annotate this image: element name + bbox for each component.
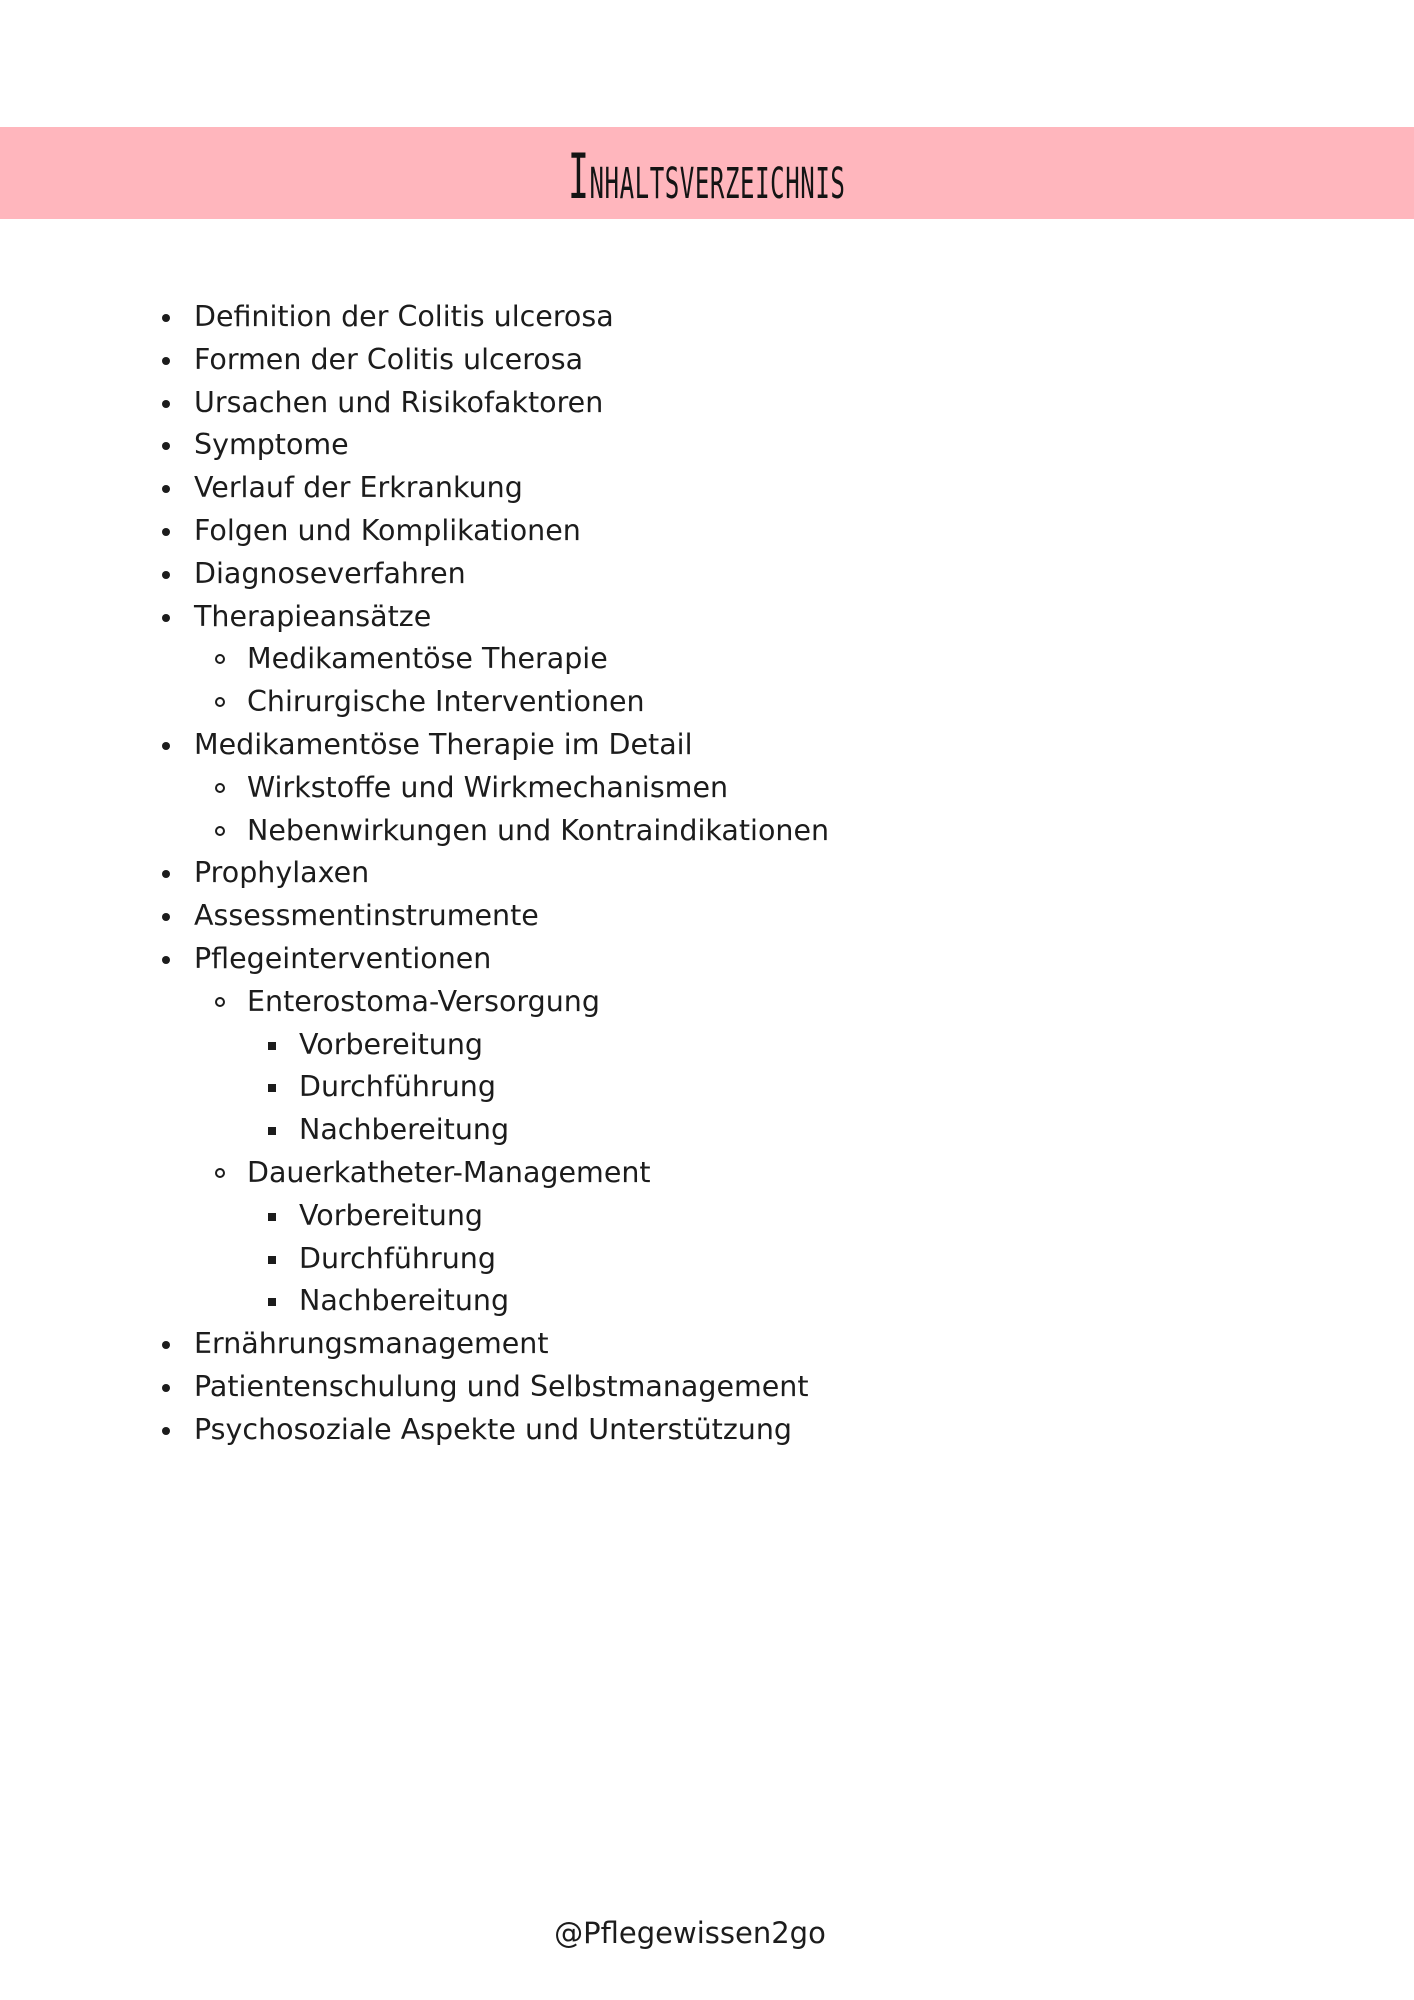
toc-subsubitem-label: Vorbereitung bbox=[299, 1027, 483, 1061]
toc-item bbox=[0, 938, 1000, 981]
toc-subitem bbox=[0, 981, 1000, 1024]
bullet-circle-icon bbox=[215, 783, 225, 793]
toc-item-label: Diagnoseverfahren bbox=[194, 556, 466, 590]
toc-subsubitem bbox=[0, 1066, 1000, 1109]
toc-subsubitem-label: Vorbereitung bbox=[299, 1198, 483, 1232]
toc-item bbox=[0, 296, 1000, 339]
toc-item-label: Pflegeinterventionen bbox=[194, 941, 492, 975]
bullet-circle-icon bbox=[215, 826, 225, 836]
toc-subitem-label: Wirkstoffe und Wirkmechanismen bbox=[247, 770, 729, 804]
toc-subsubitem-label: Nachbereitung bbox=[299, 1284, 510, 1318]
bullet-square-icon bbox=[268, 1256, 276, 1264]
toc-subitem bbox=[0, 810, 1000, 853]
toc-item bbox=[0, 724, 1000, 767]
toc-item-label: Formen der Colitis ulcerosa bbox=[194, 342, 584, 376]
bullet-disc-icon bbox=[162, 956, 170, 964]
bullet-disc-icon bbox=[162, 1341, 170, 1349]
bullet-square-icon bbox=[268, 1084, 276, 1092]
title-banner bbox=[0, 127, 1414, 219]
toc-item-label: Ursachen und Risikofaktoren bbox=[194, 385, 604, 419]
toc-subsubitem bbox=[0, 1024, 1000, 1067]
bullet-disc-icon bbox=[162, 742, 170, 750]
toc-item-label: Medikamentöse Therapie im Detail bbox=[194, 727, 693, 761]
toc-item-label: Definition der Colitis ulcerosa bbox=[194, 300, 614, 333]
bullet-disc-icon bbox=[162, 528, 170, 536]
page-title: Inhaltsverzeichnis bbox=[568, 139, 846, 213]
bullet-square-icon bbox=[268, 1042, 276, 1050]
bullet-circle-icon bbox=[215, 997, 225, 1007]
bullet-disc-icon bbox=[162, 485, 170, 493]
footer-handle: @Pflegewissen2go bbox=[554, 1916, 826, 1950]
toc-item bbox=[0, 852, 1000, 895]
bullet-disc-icon bbox=[162, 400, 170, 408]
toc-item bbox=[0, 510, 1000, 553]
toc-item-label: Ernährungsmanagement bbox=[194, 1327, 549, 1361]
table-of-contents bbox=[0, 296, 1000, 1452]
toc-item bbox=[0, 895, 1000, 938]
toc-subsubitem-label: Durchführung bbox=[299, 1070, 496, 1104]
toc-item bbox=[0, 467, 1000, 510]
toc-item bbox=[0, 339, 1000, 382]
toc-subitem bbox=[0, 1152, 1000, 1195]
bullet-square-icon bbox=[268, 1298, 276, 1306]
bullet-disc-icon bbox=[162, 1384, 170, 1392]
bullet-disc-icon bbox=[162, 1427, 170, 1435]
bullet-disc-icon bbox=[162, 913, 170, 921]
toc-item bbox=[0, 596, 1000, 639]
bullet-disc-icon bbox=[162, 571, 170, 579]
bullet-disc-icon bbox=[162, 442, 170, 450]
toc-subsubitem-label: Nachbereitung bbox=[299, 1113, 510, 1147]
toc-subitem-label: Dauerkatheter-Management bbox=[247, 1155, 651, 1189]
toc-item-label: Prophylaxen bbox=[194, 856, 370, 890]
bullet-square-icon bbox=[268, 1127, 276, 1135]
toc-item bbox=[0, 1366, 1000, 1409]
toc-subitem-label: Medikamentöse Therapie bbox=[247, 642, 608, 676]
toc-subsubitem bbox=[0, 1109, 1000, 1152]
toc-subsubitem-label: Durchführung bbox=[299, 1241, 496, 1275]
bullet-square-icon bbox=[268, 1213, 276, 1221]
toc-item-label: Symptome bbox=[194, 428, 349, 462]
toc-item bbox=[0, 382, 1000, 425]
bullet-disc-icon bbox=[162, 614, 170, 622]
toc-item-label: Patientenschulung und Selbstmanagement bbox=[194, 1369, 809, 1403]
toc-item bbox=[0, 424, 1000, 467]
toc-subsubitem bbox=[0, 1195, 1000, 1238]
toc-item-label: Folgen und Komplikationen bbox=[194, 513, 581, 547]
bullet-disc-icon bbox=[162, 870, 170, 878]
toc-item bbox=[0, 553, 1000, 596]
toc-subitem bbox=[0, 681, 1000, 724]
toc-item-label: Assessmentinstrumente bbox=[194, 899, 539, 933]
toc-item-label: Verlauf der Erkrankung bbox=[194, 471, 523, 505]
bullet-circle-icon bbox=[215, 697, 225, 707]
bullet-disc-icon bbox=[162, 357, 170, 365]
toc-subitem bbox=[0, 767, 1000, 810]
toc-subsubitem bbox=[0, 1280, 1000, 1323]
toc-subitem-label: Chirurgische Interventionen bbox=[247, 685, 645, 719]
toc-subitem-label: Nebenwirkungen und Kontraindikationen bbox=[247, 813, 830, 847]
toc-subsubitem bbox=[0, 1238, 1000, 1281]
toc-subitem-label: Enterostoma-Versorgung bbox=[247, 984, 600, 1018]
toc-item-label: Therapieansätze bbox=[194, 599, 432, 633]
toc-item-label: Psychosoziale Aspekte und Unterstützung bbox=[194, 1412, 793, 1446]
toc-item bbox=[0, 1323, 1000, 1366]
bullet-circle-icon bbox=[215, 654, 225, 664]
toc-subitem bbox=[0, 638, 1000, 681]
toc-item bbox=[0, 1409, 1000, 1452]
bullet-disc-icon bbox=[162, 314, 170, 322]
bullet-circle-icon bbox=[215, 1168, 225, 1178]
